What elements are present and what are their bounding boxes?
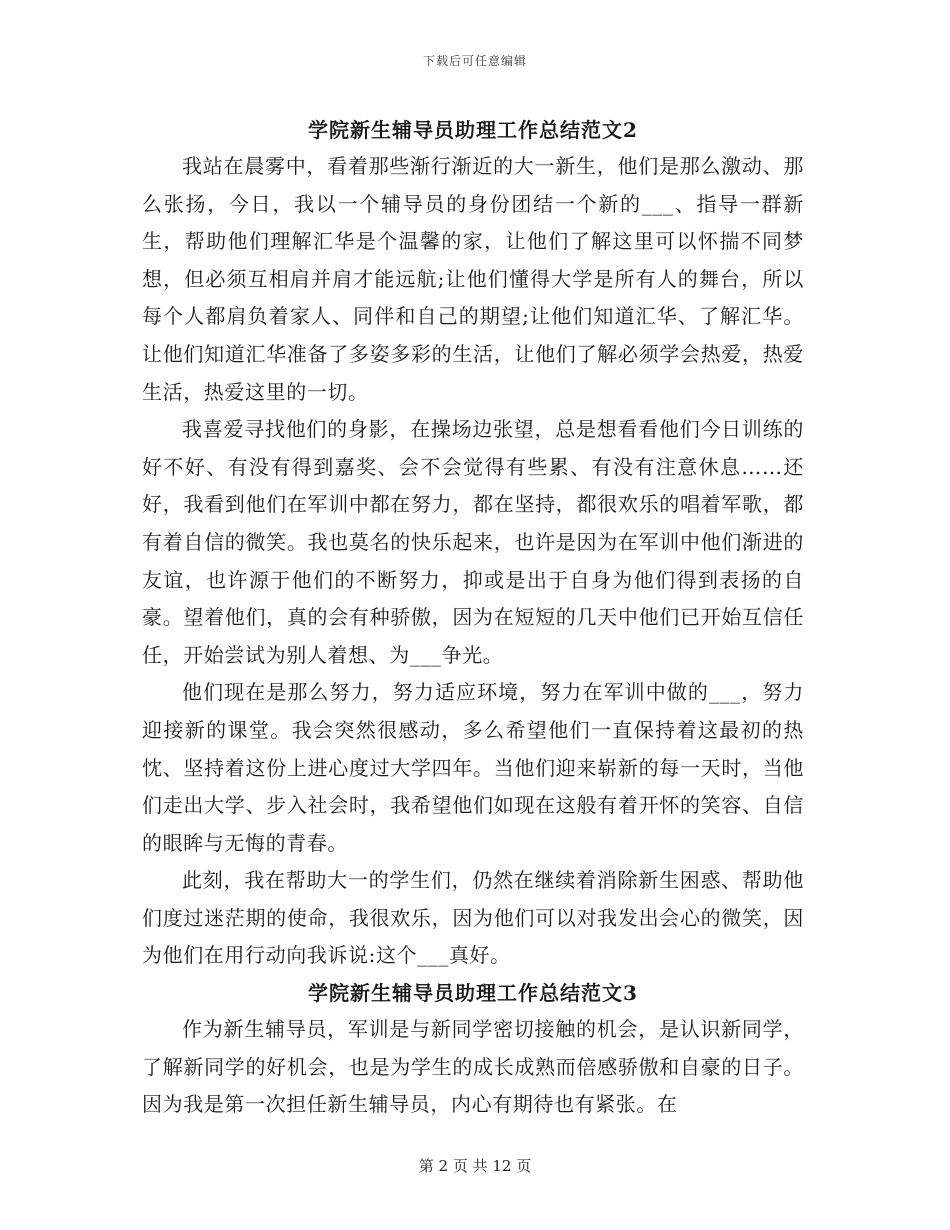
page-footer: 第 2 页 共 12 页 <box>418 1157 532 1175</box>
paragraph: 此刻，我在帮助大一的学生们，仍然在继续着消除新生困惑、帮助他们度过迷茫期的使命，我很欢乐，因为他们可以对我发出会心的微笑，因为他们在用行动向我诉说:这个___真好。 <box>142 868 804 968</box>
section-title: 学院新生辅导员助理工作总结范文2 <box>308 118 638 142</box>
paragraph: 作为新生辅导员，军训是与新同学密切接触的机会，是认识新同学，了解新同学的好机会，也是为学生的成长成熟而倍感骄傲和自豪的日子。因为我是第一次担任新生辅导员，内心有期待也有紧张。在 <box>142 1017 804 1117</box>
section-title: 学院新生辅导员助理工作总结范文3 <box>308 981 638 1006</box>
page-header: 下载后可任意编辑 <box>422 54 527 68</box>
paragraph: 他们现在是那么努力，努力适应环境，努力在军训中做的___，努力迎接新的课堂。我会突然很感动，多么希望他们一直保持着这最初的热忱、坚持着这份上进心度过大学四年。当他们迎来崭新的每一天时，当他们走出大学、步入社会时，我希望他们如现在这般有着开怀的笑容、自信的眼眸与无悔的青春。 <box>142 680 804 855</box>
document-body <box>142 112 804 1124</box>
paragraph: 我喜爱寻找他们的身影，在操场边张望，总是想看看他们今日训练的好不好、有没有得到嘉奖、会不会觉得有些累、有没有注意休息……还好，我看到他们在军训中都在努力，都在坚持，都很欢乐的唱着军歌，都有着自信的微笑。我也莫名的快乐起来，也许是因为在军训中他们渐进的友谊，也许源于他们的不断努力，抑或是出于自身为他们得到表扬的自豪。望着他们，真的会有种骄傲，因为在短短的几天中他们已开始互信任任，开始尝试为别人着想、为___争光。 <box>142 417 804 667</box>
paragraph: 我站在晨雾中，看着那些渐行渐近的大一新生，他们是那么激动、那么张扬，今日，我以一个辅导员的身份团结一个新的___、指导一群新生，帮助他们理解汇华是个温馨的家，让他们了解这里可以怀揣不同梦想，但必须互相肩并肩才能远航;让他们懂得大学是所有人的舞台，所以每个人都肩负着家人、同伴和自己的期望;让他们知道汇华、了解汇华。让他们知道汇华准备了多姿多彩的生活，让他们了解必须学会热爱，热爱生活，热爱这里的一切。 <box>142 154 804 404</box>
